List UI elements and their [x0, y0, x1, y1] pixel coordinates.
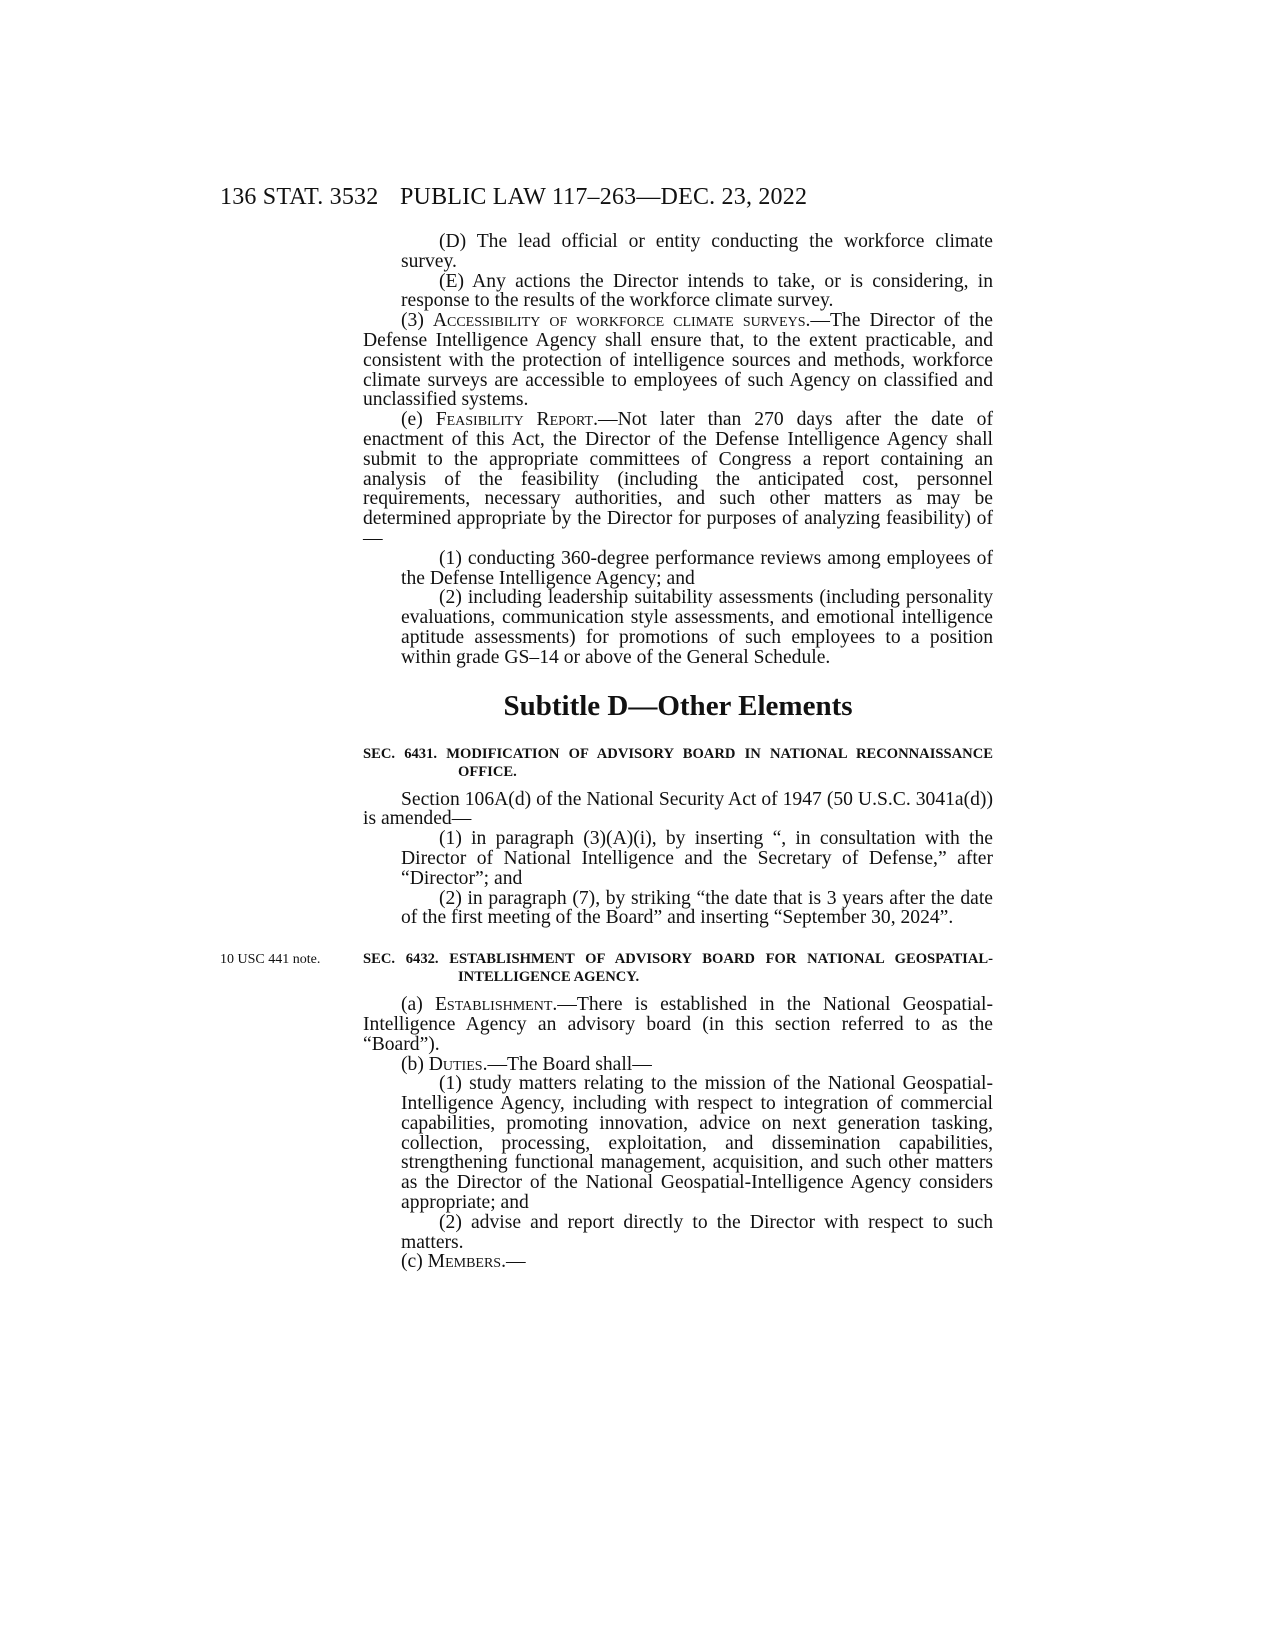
- paragraph-e: (E) Any actions the Director intends to take, or is considering, in response to the results of the workforce climate survey.: [401, 270, 993, 312]
- section-6431-item-1: (1) in paragraph (3)(A)(i), by inserting “, in consultation with the Director of National Intelligence and the Secretary of Defense,” after “Director”; and: [401, 828, 993, 889]
- subsection-text: .—The Board shall—: [482, 1053, 652, 1075]
- paragraph-e2: (2) including leadership suitability assessments (including personality evaluations, communication style assessments, and emotional intelligence aptitude assessments) for promotions of such employees to a position within grade GS–14 or above of the General Schedule.: [401, 587, 993, 668]
- subsection-b-item-1: (1) study matters relating to the mission of the National Geospatial-Intelligence Agency, including with respect to integration of commercial capabilities, promoting innovation, advice on next generation tasking, collection, processing, exploitation, and dissemination capabilities, strengthening functional management, acquisition, and such other matters as the Director of the National Geospatial-Intelligence Agency considers appropriate; and: [401, 1073, 993, 1214]
- page-body: [220, 231, 994, 1273]
- subsection-heading: Duties: [428, 1053, 483, 1075]
- subsection-text: .—There is established in the National Geospatial-Intelligence Agency an advisory board (in this section referred to as the “Board”).: [363, 994, 993, 1055]
- subsection-b-item-2: (2) advise and report directly to the Director with respect to such matters.: [401, 1211, 993, 1253]
- running-header: PUBLIC LAW 117–263—DEC. 23, 2022: [400, 184, 808, 210]
- page-reference: 136 STAT. 3532: [220, 184, 379, 210]
- paragraph-number: (3): [401, 310, 433, 332]
- subsection-c: [363, 1252, 993, 1272]
- subsection-a: [363, 995, 993, 1054]
- section-6431-item-2: (2) in paragraph (7), by striking “the date that is 3 years after the date of the first meeting of the Board” and inserting “September 30, 2024”.: [401, 887, 993, 929]
- paragraph-d: (D) The lead official or entity conducting the workforce climate survey.: [401, 231, 993, 272]
- subsection-text: .—: [501, 1251, 526, 1273]
- margin-note: 10 USC 441 note.: [220, 952, 321, 968]
- subsection-heading: Members: [427, 1251, 502, 1273]
- subsection-e: [363, 410, 993, 549]
- subsection-number: (b): [401, 1053, 429, 1075]
- subsection-heading: Establishment: [434, 994, 553, 1016]
- section-6432-heading-block: [220, 950, 993, 986]
- subsection-b: [363, 1055, 993, 1075]
- section-6431-heading: SEC. 6431. MODIFICATION OF ADVISORY BOARD IN NATIONAL RECONNAISSANCE OFFICE.: [363, 745, 993, 780]
- subtitle-heading: Subtitle D—Other Elements: [503, 689, 853, 722]
- section-6432-heading: SEC. 6432. ESTABLISHMENT OF ADVISORY BOARD FOR NATIONAL GEOSPATIAL-INTELLIGENCE AGENCY.: [363, 951, 993, 986]
- subsection-number: (c): [401, 1251, 428, 1273]
- paragraph-heading: Accessibility of workforce climate surveys: [432, 310, 806, 332]
- paragraph-e1: (1) conducting 360-degree performance reviews among employees of the Defense Intelligence Agency; and: [401, 547, 993, 589]
- paragraph-text: .—The Director of the Defense Intelligence Agency shall ensure that, to the extent practicable, and consistent with the protection of intelligence sources and methods, workforce climate surveys are accessible to employees of such Agency on classified and unclassified systems.: [363, 310, 994, 411]
- paragraph-3: [363, 311, 993, 410]
- subsection-number: (e): [401, 409, 436, 431]
- section-6431-intro: Section 106A(d) of the National Security Act of 1947 (50 U.S.C. 3041a(d)) is amended—: [363, 788, 993, 830]
- subsection-number: (a): [401, 994, 435, 1016]
- subsection-heading: Feasibility Report: [435, 409, 594, 431]
- subsection-text: .—Not later than 270 days after the date of enactment of this Act, the Director of the Defense Intelligence Agency shall submit to the appropriate committees of Congress a report containing an analysis of the feasibility (including the anticipated cost, personnel requirements, necessary authorities, and such other matters as may be determined appropriate by the Director for purposes of analyzing feasibility) of—: [363, 409, 993, 549]
